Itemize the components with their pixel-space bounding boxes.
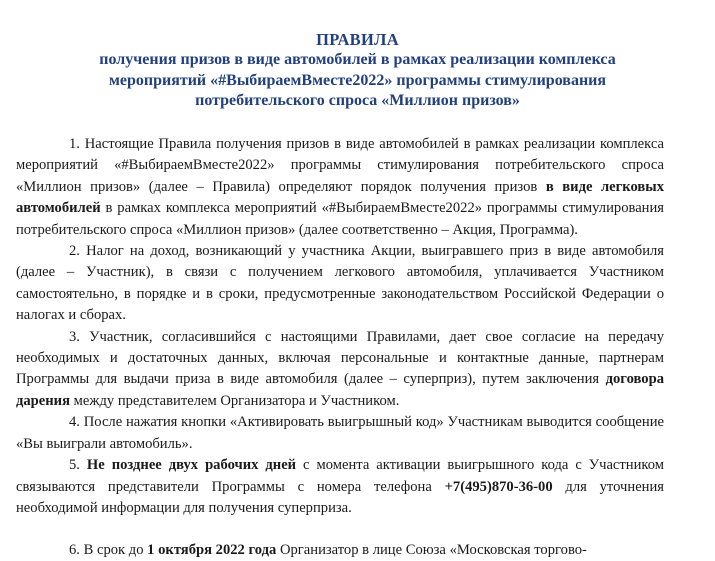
- rule-paragraph-2: 2. Налог на доход, возникающий у участника Акции, выигравшего приз в виде автомобиля (далее – Участник), в связи с получением легкового автомобиля, уплачивается Участником самостоятельно, в порядке и в сроки, предусмотренные законодательством Российской Федерации о налогах и сборах.: [16, 243, 664, 324]
- rule-paragraph-1: 1. Настоящие Правила получения призов в виде автомобилей в рамках реализации комплекса мероприятий «#ВыбираемВместе2022» программы стимулирования потребительского спроса «Миллион призов» (далее – Правила) определяют порядок получения призов в виде легковых автомобилей в рамках комплекса мероприятий «#ВыбираемВместе2022» программы стимулирования потребительского спроса «Миллион призов» (далее соответственно – Акция, Программа).: [16, 136, 665, 238]
- bold-date: 1 октября 2022 года: [147, 542, 277, 558]
- rule-paragraph-4: 4. После нажатия кнопки «Активировать выигрышный код» Участникам выводится сообщение «Вы выиграли автомобиль».: [16, 414, 664, 452]
- page-title: ПРАВИЛА: [316, 30, 399, 49]
- rule-paragraph-5: 5. Не позднее двух рабочих дней с момента активации выигрышного кода с Участником связываются представители Программы с номера телефона +7(495)870-36-00 для уточнения необходимой информации для получения суперприза.: [16, 457, 665, 516]
- bold-phrase: договора дарения: [16, 371, 664, 409]
- subtitle-line: получения призов в виде автомобилей в рамках реализации комплекса: [99, 51, 616, 68]
- title-block: [0, 30, 715, 112]
- subtitle-line: мероприятий «#ВыбираемВместе2022» программы стимулирования: [108, 71, 607, 89]
- phone-number: +7(495)870-36-00: [444, 478, 553, 495]
- rule-paragraph-6-cutoff: 6. В срок до 1 октября 2022 года Организатор в лице Союза «Московская торгово-: [69, 542, 587, 558]
- subtitle-line: потребительского спроса «Миллион призов»: [195, 92, 520, 109]
- bold-phrase: в виде легковых автомобилей: [16, 178, 665, 217]
- bold-phrase: Не позднее двух рабочих дней: [86, 457, 297, 474]
- rule-paragraph-3: 3. Участник, согласившийся с настоящими Правилами, дает свое согласие на передачу необходимых и достаточных данных, включая персональные и контактные данные, партнерам Программы для выдачи приза в виде автомобиля (далее – суперприз), путем заключения договора дарения между представителем Организатора и Участником.: [16, 328, 664, 409]
- rules-body: [16, 134, 664, 519]
